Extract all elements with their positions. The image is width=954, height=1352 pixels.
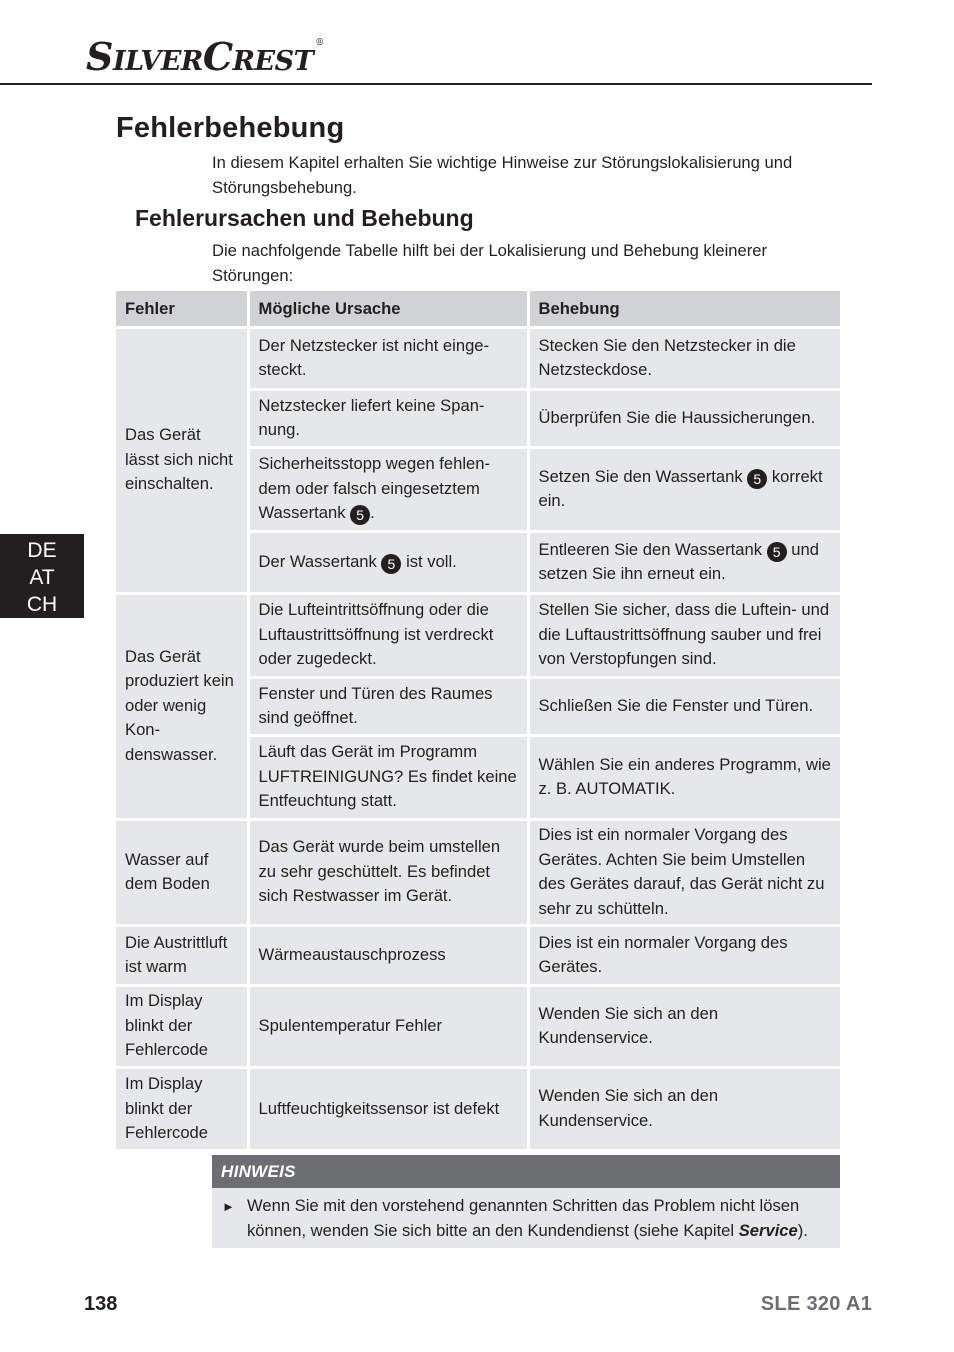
cause-cell: Luftfeuchtigkeitssensor ist defekt	[248, 1067, 528, 1149]
note-body: ► Wenn Sie mit den vorstehend genannten Schritten das Problem nicht lösen können, wenden Sie sich bitte an den Kundendienst (siehe Kapitel Service).	[222, 1196, 808, 1240]
cause-cell: Läuft das Gerät im Programm LUFTREINIGUNG? Es findet keine Entfeuchtung statt.	[248, 735, 528, 819]
lang-at: AT	[29, 565, 55, 589]
lang-de: DE	[27, 538, 57, 562]
table-row	[116, 327, 840, 389]
model-number: SLE 320 A1	[760, 1293, 872, 1315]
note-heading: HINWEIS	[212, 1155, 840, 1188]
header-fault: Fehler	[116, 291, 248, 327]
fix-cell: Stellen Sie sicher, dass die Luftein- und die Luftaustrittsöffnung sauber und frei von Verstopfungen sind.	[528, 593, 840, 677]
fix-cell: Überprüfen Sie die Haussicherungen.	[528, 389, 840, 447]
fix-cell: Wenden Sie sich an den Kundenservice.	[528, 1067, 840, 1149]
water-tank-number-icon: 5	[350, 505, 370, 525]
cause-cell: Sicherheitsstopp wegen fehlen-dem oder falsch eingesetztem Wassertank 5 .	[248, 447, 528, 531]
water-tank-number-icon: 5	[747, 469, 767, 489]
service-chapter-reference: Service	[738, 1220, 798, 1240]
page-number: 138	[84, 1293, 118, 1315]
fix-cell: Setzen Sie den Wassertank 5 korrekt ein.	[528, 447, 840, 531]
water-tank-number-icon: 5	[381, 554, 401, 574]
header-rule	[0, 83, 872, 85]
page-title: Fehlerbehebung	[116, 112, 345, 144]
table-row	[116, 985, 840, 1067]
fault-cell: Das Gerät lässt sich nicht einschalten.	[116, 327, 248, 593]
fix-cell: Entleeren Sie den Wassertank 5 und setzen Sie ihn erneut ein.	[528, 531, 840, 593]
fault-cell: Im Display blinkt der Fehlercode	[116, 1067, 248, 1149]
fix-cell: Wählen Sie ein anderes Programm, wie z. B. AUTOMATIK.	[528, 735, 840, 819]
troubleshooting-table	[116, 291, 840, 1149]
note-box	[212, 1155, 840, 1248]
cause-cell: Das Gerät wurde beim umstellen zu sehr geschüttelt. Es befindet sich Restwasser im Gerät.	[248, 819, 528, 925]
table-intro-paragraph: Die nachfolgende Tabelle hilft bei der Lokalisierung und Behebung kleinerer Störungen:	[212, 241, 768, 285]
lang-ch: CH	[26, 592, 58, 616]
section-subtitle: Fehlerursachen und Behebung	[135, 205, 474, 231]
fix-cell: Dies ist ein normaler Vorgang des Gerätes.	[528, 925, 840, 985]
fix-cell: Dies ist ein normaler Vorgang des Gerätes. Achten Sie beim Umstellen des Gerätes darauf, das Gerät nicht zu sehr zu schütteln.	[528, 819, 840, 925]
cause-cell: Netzstecker liefert keine Span-nung.	[248, 389, 528, 447]
fault-cell: Im Display blinkt der Fehlercode	[116, 985, 248, 1067]
table-row	[116, 1067, 840, 1149]
fault-cell: Wasser auf dem Boden	[116, 819, 248, 925]
table-row	[116, 819, 840, 925]
water-tank-number-icon: 5	[767, 542, 787, 562]
fix-cell: Schließen Sie die Fenster und Türen.	[528, 677, 840, 735]
header-cause: Mögliche Ursache	[248, 291, 528, 327]
cause-cell: Wärmeaustauschprozess	[248, 925, 528, 985]
cause-cell: Der Netzstecker ist nicht einge-steckt.	[248, 327, 528, 389]
fault-cell: Die Austrittluft ist warm	[116, 925, 248, 985]
table-row	[116, 925, 840, 985]
bullet-arrow-icon: ►	[222, 1199, 235, 1214]
cause-cell: Die Lufteintrittsöffnung oder die Luftaustrittsöffnung ist verdreckt oder zugedeckt.	[248, 593, 528, 677]
header-fix: Behebung	[528, 291, 840, 327]
intro-paragraph: In diesem Kapitel erhalten Sie wichtige Hinweise zur Störungslokalisierung und Störungsbehebung.	[212, 153, 793, 197]
silvercrest-logo: SILVERCREST®	[86, 34, 324, 79]
cause-cell: Fenster und Türen des Raumes sind geöffnet.	[248, 677, 528, 735]
cause-cell: Der Wassertank 5 ist voll.	[248, 531, 528, 593]
language-tab	[0, 534, 84, 618]
cause-cell: Spulentemperatur Fehler	[248, 985, 528, 1067]
table-row	[116, 593, 840, 677]
fault-cell: Das Gerät produziert kein oder wenig Kon-denswasser.	[116, 593, 248, 819]
fix-cell: Stecken Sie den Netzstecker in die Netzsteckdose.	[528, 327, 840, 389]
fix-cell: Wenden Sie sich an den Kundenservice.	[528, 985, 840, 1067]
table-header-row	[116, 291, 840, 327]
